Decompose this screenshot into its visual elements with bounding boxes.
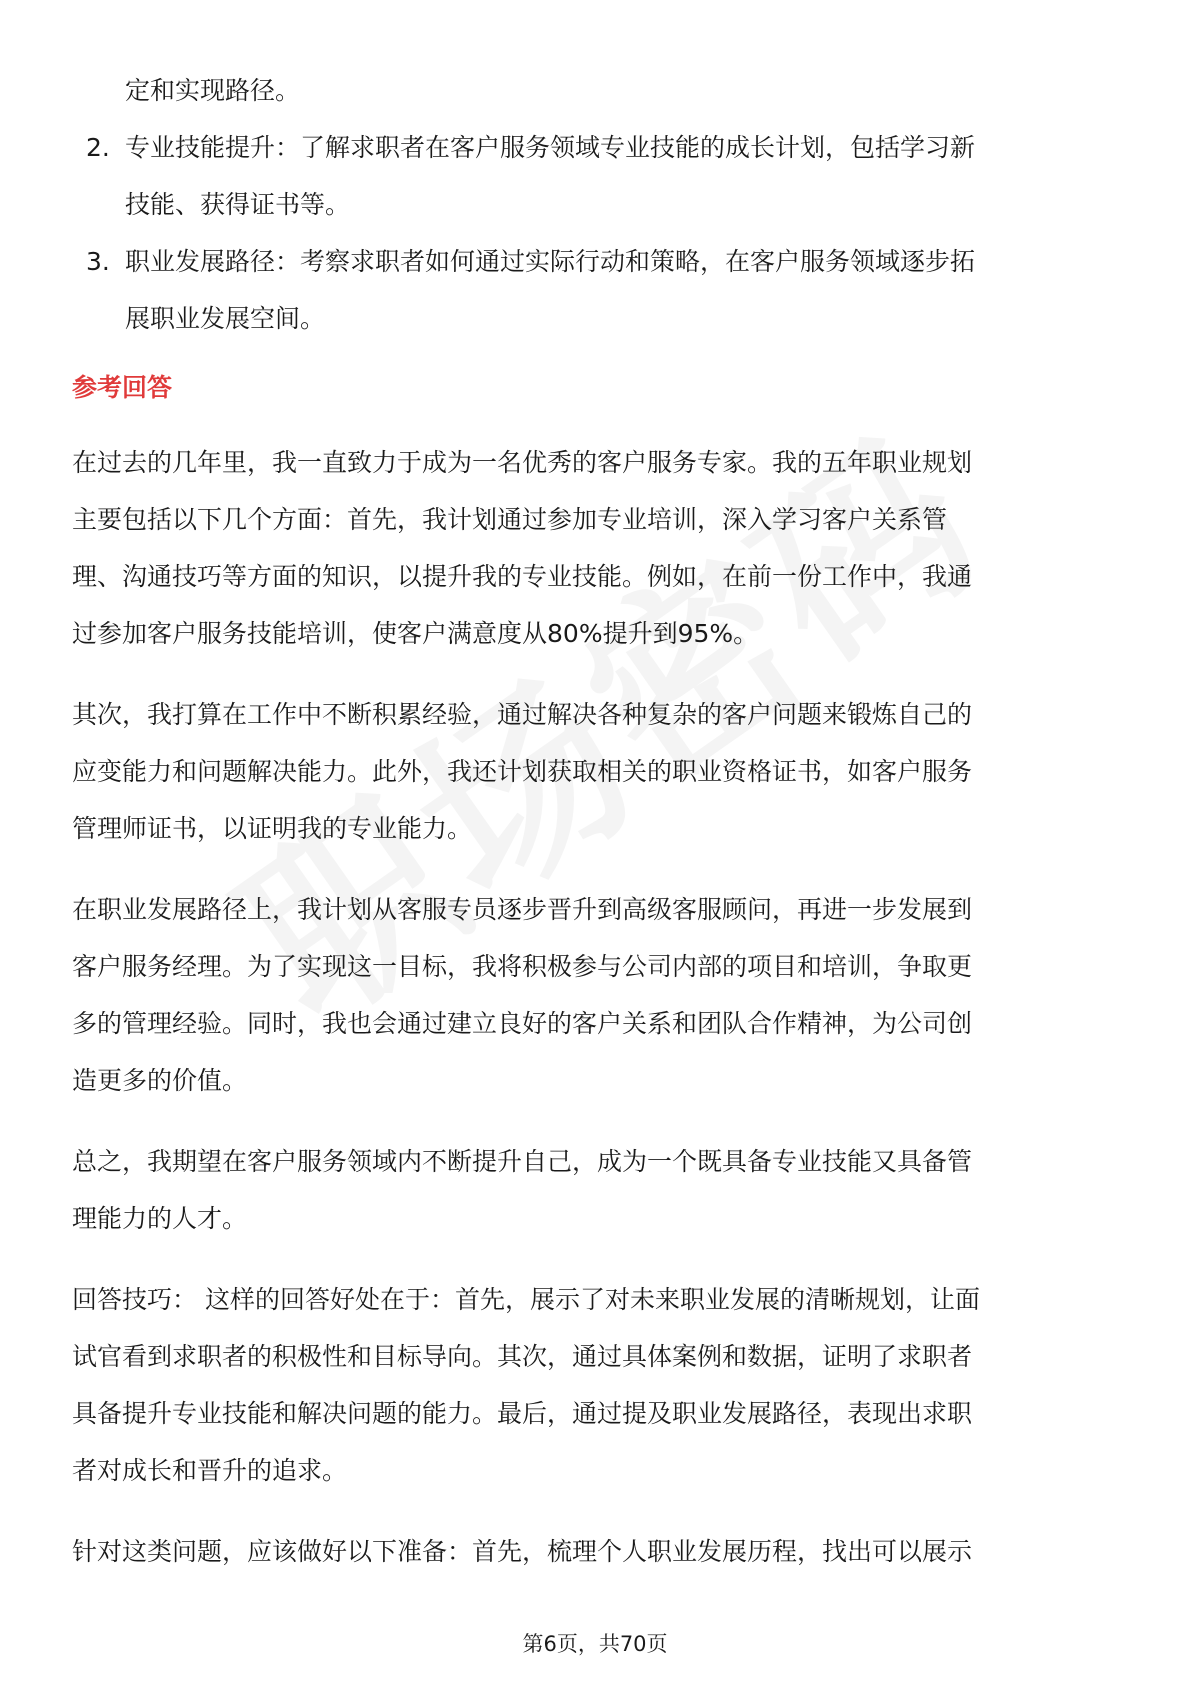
paragraph-line: 客户服务经理。为了实现这一目标，我将积极参与公司内部的项目和培训，争取更 bbox=[72, 952, 973, 981]
paragraph-line: 造更多的价值。 bbox=[72, 1066, 248, 1095]
paragraph-line: 其次，我打算在工作中不断积累经验，通过解决各种复杂的客户问题来锻炼自己的 bbox=[72, 700, 973, 729]
paragraph-line: 者对成长和晋升的追求。 bbox=[72, 1456, 348, 1485]
list-item-line: 专业技能提升：了解求职者在客户服务领域专业技能的成长计划，包括学习新 bbox=[125, 133, 976, 162]
paragraph-line: 针对这类问题，应该做好以下准备：首先，梳理个人职业发展历程，找出可以展示 bbox=[72, 1537, 973, 1566]
paragraph bbox=[72, 1523, 1122, 1580]
paragraph-line: 应变能力和问题解决能力。此外，我还计划获取相关的职业资格证书，如客户服务 bbox=[72, 757, 973, 786]
paragraph-line: 管理师证书，以证明我的专业能力。 bbox=[72, 814, 473, 843]
list-item-line: 技能、获得证书等。 bbox=[125, 190, 351, 219]
paragraph bbox=[72, 686, 1122, 857]
section-title: 参考回答 bbox=[72, 373, 173, 402]
paragraph bbox=[72, 1133, 1122, 1247]
paragraph-line: 试官看到求职者的积极性和目标导向。其次，通过具体案例和数据，证明了求职者 bbox=[72, 1342, 973, 1371]
list-item-line: 职业发展路径：考察求职者如何通过实际行动和策略，在客户服务领域逐步拓 bbox=[125, 247, 976, 276]
list-item bbox=[72, 233, 1122, 347]
paragraph-line: 主要包括以下几个方面：首先，我计划通过参加专业培训，深入学习客户关系管 bbox=[72, 505, 948, 534]
intro-tail-line: 定和实现路径。 bbox=[125, 76, 301, 105]
paragraph-line: 多的管理经验。同时，我也会通过建立良好的客户关系和团队合作精神，为公司创 bbox=[72, 1009, 973, 1038]
list-item bbox=[72, 119, 1122, 233]
page-footer: 第6页，共70页 bbox=[522, 1632, 668, 1656]
paragraph-line: 理、沟通技巧等方面的知识，以提升我的专业技能。例如，在前一份工作中，我通 bbox=[72, 562, 973, 591]
list-item-line: 展职业发展空间。 bbox=[125, 304, 326, 333]
paragraph bbox=[72, 434, 1122, 662]
paragraph-line: 具备提升专业技能和解决问题的能力。最后，通过提及职业发展路径，表现出求职 bbox=[72, 1399, 973, 1428]
paragraph-line: 在过去的几年里，我一直致力于成为一名优秀的客户服务专家。我的五年职业规划 bbox=[72, 448, 973, 477]
list-number: 3. bbox=[86, 247, 110, 276]
paragraph-line: 过参加客户服务技能培训，使客户满意度从80%提升到95%。 bbox=[72, 619, 759, 648]
paragraph-line: 在职业发展路径上，我计划从客服专员逐步晋升到高级客服顾问，再进一步发展到 bbox=[72, 895, 973, 924]
paragraph bbox=[72, 1271, 1122, 1499]
paragraph-line: 总之，我期望在客户服务领域内不断提升自己，成为一个既具备专业技能又具备管 bbox=[72, 1147, 973, 1176]
page-content bbox=[72, 62, 1122, 1580]
key-points-list bbox=[72, 119, 1122, 347]
paragraph-line: 回答技巧： 这样的回答好处在于：首先，展示了对未来职业发展的清晰规划，让面 bbox=[72, 1285, 980, 1314]
paragraph bbox=[72, 881, 1122, 1109]
list-number: 2. bbox=[86, 133, 110, 162]
paragraph-line: 理能力的人才。 bbox=[72, 1204, 248, 1233]
